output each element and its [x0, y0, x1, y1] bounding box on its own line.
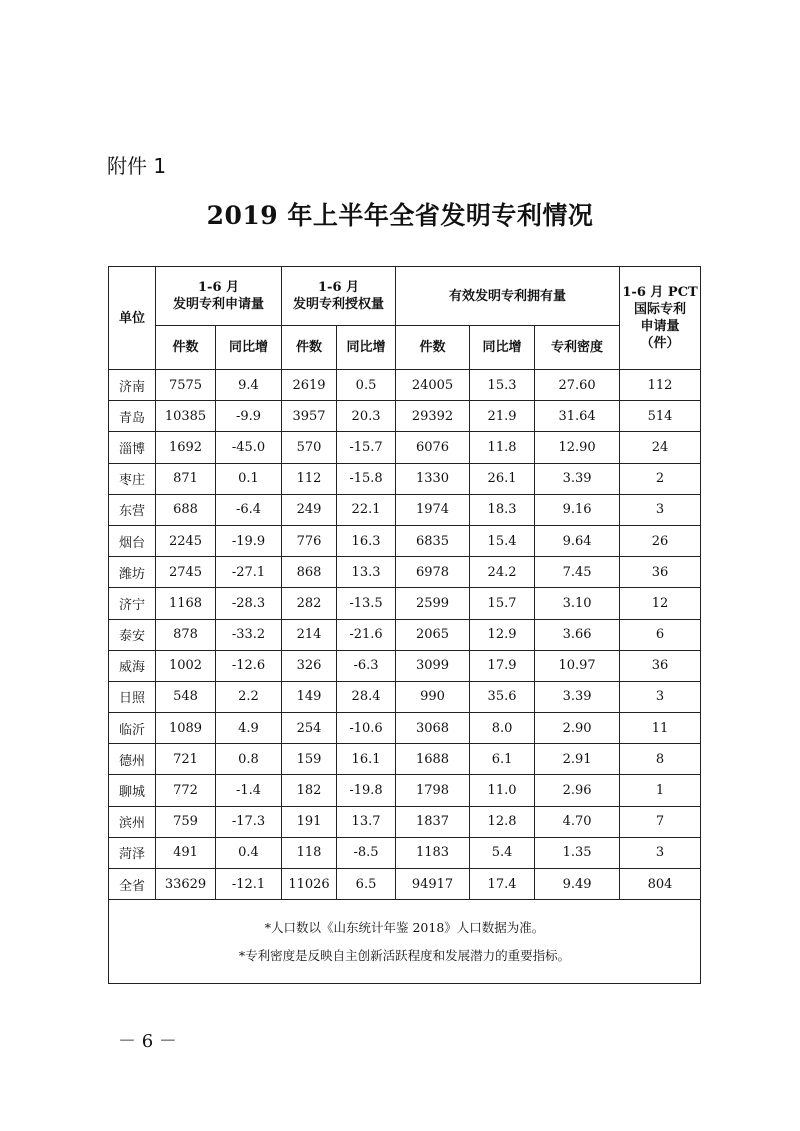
cell-app-count: 1168	[156, 588, 216, 619]
cell-app-count: 2745	[156, 557, 216, 588]
cell-grant-count: 11026	[282, 869, 337, 900]
table-row	[109, 681, 701, 712]
cell-hold-yoy: 35.6	[470, 681, 535, 712]
header-unit: 单位	[109, 267, 156, 370]
cell-city: 滨州	[109, 806, 156, 837]
cell-city: 烟台	[109, 525, 156, 556]
header-application-line2: 发明专利申请量	[173, 297, 265, 312]
cell-grant-count: 326	[282, 650, 337, 681]
header-pct-line3: 申请量	[640, 319, 680, 334]
cell-city: 济宁	[109, 588, 156, 619]
cell-hold-yoy: 26.1	[470, 463, 535, 494]
cell-city: 聊城	[109, 775, 156, 806]
cell-density: 31.64	[535, 401, 620, 432]
cell-density: 3.10	[535, 588, 620, 619]
cell-pct: 36	[620, 650, 701, 681]
cell-density: 12.90	[535, 432, 620, 463]
cell-app-yoy: -19.9	[216, 525, 282, 556]
note-population: *人口数以《山东统计年鉴 2018》人口数据为准。	[264, 919, 545, 935]
cell-pct: 36	[620, 557, 701, 588]
cell-pct: 24	[620, 432, 701, 463]
cell-grant-count: 282	[282, 588, 337, 619]
cell-hold-count: 29392	[396, 401, 470, 432]
attachment-label: 附件 1	[107, 154, 167, 178]
cell-grant-count: 3957	[282, 401, 337, 432]
cell-density: 2.91	[535, 744, 620, 775]
cell-app-yoy: 9.4	[216, 370, 282, 401]
subheader-app-count: 件数	[156, 326, 216, 370]
cell-hold-yoy: 6.1	[470, 744, 535, 775]
header-pct-line1: 1-6 月 PCT	[622, 285, 698, 300]
cell-app-yoy: 2.2	[216, 681, 282, 712]
cell-app-count: 491	[156, 837, 216, 868]
cell-grant-yoy: 13.3	[337, 557, 396, 588]
cell-hold-yoy: 17.4	[470, 869, 535, 900]
cell-hold-count: 6076	[396, 432, 470, 463]
cell-app-yoy: -45.0	[216, 432, 282, 463]
cell-grant-count: 254	[282, 713, 337, 744]
header-grant-line1: 1-6 月	[318, 280, 360, 295]
cell-grant-yoy: -19.8	[337, 775, 396, 806]
cell-hold-yoy: 8.0	[470, 713, 535, 744]
cell-grant-count: 112	[282, 463, 337, 494]
cell-city: 菏泽	[109, 837, 156, 868]
cell-app-yoy: -27.1	[216, 557, 282, 588]
cell-app-count: 10385	[156, 401, 216, 432]
document-title: 2019 年上半年全省发明专利情况	[206, 201, 594, 230]
patent-table	[108, 266, 701, 984]
cell-app-count: 33629	[156, 869, 216, 900]
cell-pct: 26	[620, 525, 701, 556]
cell-city: 济南	[109, 370, 156, 401]
cell-app-count: 1002	[156, 650, 216, 681]
cell-grant-yoy: -13.5	[337, 588, 396, 619]
cell-grant-yoy: -10.6	[337, 713, 396, 744]
cell-density: 3.39	[535, 681, 620, 712]
cell-hold-count: 6978	[396, 557, 470, 588]
subheader-grant-yoy: 同比增	[337, 326, 396, 370]
cell-city: 全省	[109, 869, 156, 900]
cell-density: 2.90	[535, 713, 620, 744]
cell-hold-count: 3068	[396, 713, 470, 744]
cell-density: 4.70	[535, 806, 620, 837]
cell-density: 10.97	[535, 650, 620, 681]
cell-hold-count: 1183	[396, 837, 470, 868]
table-row	[109, 837, 701, 868]
cell-app-yoy: -17.3	[216, 806, 282, 837]
cell-hold-count: 3099	[396, 650, 470, 681]
header-pct-line4: （件）	[640, 336, 680, 351]
cell-hold-yoy: 24.2	[470, 557, 535, 588]
cell-pct: 6	[620, 619, 701, 650]
cell-hold-yoy: 18.3	[470, 494, 535, 525]
cell-density: 27.60	[535, 370, 620, 401]
cell-hold-count: 1688	[396, 744, 470, 775]
header-application	[156, 267, 282, 326]
cell-grant-count: 118	[282, 837, 337, 868]
table-row	[109, 588, 701, 619]
cell-app-yoy: -9.9	[216, 401, 282, 432]
subheader-app-yoy: 同比增	[216, 326, 282, 370]
cell-app-yoy: -12.6	[216, 650, 282, 681]
cell-grant-yoy: 20.3	[337, 401, 396, 432]
header-grant	[282, 267, 396, 326]
table-row	[109, 806, 701, 837]
table-notes	[109, 900, 701, 984]
cell-app-count: 688	[156, 494, 216, 525]
table-row	[109, 619, 701, 650]
cell-app-count: 1089	[156, 713, 216, 744]
cell-pct: 3	[620, 837, 701, 868]
cell-density: 9.49	[535, 869, 620, 900]
table-row	[109, 401, 701, 432]
cell-pct: 514	[620, 401, 701, 432]
subheader-grant-count: 件数	[282, 326, 337, 370]
cell-app-count: 759	[156, 806, 216, 837]
cell-pct: 12	[620, 588, 701, 619]
table-row	[109, 557, 701, 588]
cell-hold-yoy: 12.9	[470, 619, 535, 650]
cell-pct: 7	[620, 806, 701, 837]
cell-density: 3.39	[535, 463, 620, 494]
header-pct	[620, 267, 701, 370]
cell-hold-count: 1837	[396, 806, 470, 837]
cell-hold-count: 2599	[396, 588, 470, 619]
table-row	[109, 650, 701, 681]
cell-hold-yoy: 15.3	[470, 370, 535, 401]
cell-app-count: 878	[156, 619, 216, 650]
subheader-hold-count: 件数	[396, 326, 470, 370]
cell-grant-count: 149	[282, 681, 337, 712]
cell-app-yoy: 0.1	[216, 463, 282, 494]
subheader-hold-yoy: 同比增	[470, 326, 535, 370]
cell-grant-count: 249	[282, 494, 337, 525]
note-density: *专利密度是反映自主创新活跃程度和发展潜力的重要指标。	[238, 947, 571, 963]
table-row	[109, 869, 701, 900]
cell-hold-count: 1798	[396, 775, 470, 806]
cell-grant-yoy: 16.3	[337, 525, 396, 556]
cell-app-yoy: -33.2	[216, 619, 282, 650]
cell-app-count: 7575	[156, 370, 216, 401]
cell-grant-count: 191	[282, 806, 337, 837]
cell-city: 临沂	[109, 713, 156, 744]
subheader-density: 专利密度	[535, 326, 620, 370]
cell-city: 潍坊	[109, 557, 156, 588]
page-number: － 6 －	[118, 1031, 177, 1052]
cell-grant-yoy: -21.6	[337, 619, 396, 650]
cell-app-yoy: 0.8	[216, 744, 282, 775]
cell-hold-count: 94917	[396, 869, 470, 900]
header-application-line1: 1-6 月	[198, 280, 240, 295]
table-row	[109, 713, 701, 744]
cell-pct: 3	[620, 681, 701, 712]
cell-pct: 2	[620, 463, 701, 494]
header-grant-line2: 发明专利授权量	[293, 297, 385, 312]
cell-city: 淄博	[109, 432, 156, 463]
cell-hold-count: 24005	[396, 370, 470, 401]
header-pct-line2: 国际专利	[634, 302, 687, 317]
cell-hold-yoy: 12.8	[470, 806, 535, 837]
cell-hold-yoy: 15.4	[470, 525, 535, 556]
cell-city: 威海	[109, 650, 156, 681]
cell-app-count: 1692	[156, 432, 216, 463]
table-body	[109, 370, 701, 900]
cell-pct: 3	[620, 494, 701, 525]
cell-app-yoy: -1.4	[216, 775, 282, 806]
cell-grant-yoy: 28.4	[337, 681, 396, 712]
cell-grant-yoy: -15.7	[337, 432, 396, 463]
cell-grant-yoy: 22.1	[337, 494, 396, 525]
cell-grant-count: 776	[282, 525, 337, 556]
cell-app-count: 2245	[156, 525, 216, 556]
cell-grant-yoy: -8.5	[337, 837, 396, 868]
table-row	[109, 432, 701, 463]
cell-grant-yoy: 13.7	[337, 806, 396, 837]
cell-city: 德州	[109, 744, 156, 775]
cell-hold-yoy: 15.7	[470, 588, 535, 619]
cell-city: 泰安	[109, 619, 156, 650]
cell-density: 1.35	[535, 837, 620, 868]
cell-city: 东营	[109, 494, 156, 525]
cell-grant-yoy: 16.1	[337, 744, 396, 775]
cell-grant-count: 214	[282, 619, 337, 650]
table-row	[109, 494, 701, 525]
cell-hold-count: 2065	[396, 619, 470, 650]
cell-app-count: 721	[156, 744, 216, 775]
table-row	[109, 744, 701, 775]
cell-hold-yoy: 11.0	[470, 775, 535, 806]
cell-city: 日照	[109, 681, 156, 712]
cell-grant-count: 182	[282, 775, 337, 806]
cell-pct: 1	[620, 775, 701, 806]
cell-density: 9.64	[535, 525, 620, 556]
cell-density: 3.66	[535, 619, 620, 650]
cell-app-yoy: -12.1	[216, 869, 282, 900]
cell-grant-yoy: -6.3	[337, 650, 396, 681]
cell-hold-count: 990	[396, 681, 470, 712]
cell-app-yoy: 0.4	[216, 837, 282, 868]
cell-hold-count: 1330	[396, 463, 470, 494]
table-row	[109, 463, 701, 494]
cell-hold-yoy: 21.9	[470, 401, 535, 432]
table-row	[109, 370, 701, 401]
cell-grant-yoy: -15.8	[337, 463, 396, 494]
cell-app-yoy: -6.4	[216, 494, 282, 525]
cell-app-count: 772	[156, 775, 216, 806]
cell-hold-yoy: 11.8	[470, 432, 535, 463]
cell-grant-count: 159	[282, 744, 337, 775]
cell-hold-yoy: 5.4	[470, 837, 535, 868]
cell-pct: 804	[620, 869, 701, 900]
cell-hold-yoy: 17.9	[470, 650, 535, 681]
cell-density: 9.16	[535, 494, 620, 525]
cell-city: 枣庄	[109, 463, 156, 494]
table-row	[109, 525, 701, 556]
cell-app-yoy: 4.9	[216, 713, 282, 744]
header-holding: 有效发明专利拥有量	[396, 267, 620, 326]
cell-hold-count: 6835	[396, 525, 470, 556]
cell-app-count: 871	[156, 463, 216, 494]
cell-app-yoy: -28.3	[216, 588, 282, 619]
cell-pct: 8	[620, 744, 701, 775]
cell-app-count: 548	[156, 681, 216, 712]
cell-grant-count: 868	[282, 557, 337, 588]
cell-pct: 11	[620, 713, 701, 744]
cell-grant-yoy: 6.5	[337, 869, 396, 900]
cell-grant-yoy: 0.5	[337, 370, 396, 401]
cell-hold-count: 1974	[396, 494, 470, 525]
cell-density: 7.45	[535, 557, 620, 588]
cell-grant-count: 570	[282, 432, 337, 463]
cell-city: 青岛	[109, 401, 156, 432]
table-row	[109, 775, 701, 806]
cell-grant-count: 2619	[282, 370, 337, 401]
cell-density: 2.96	[535, 775, 620, 806]
cell-pct: 112	[620, 370, 701, 401]
